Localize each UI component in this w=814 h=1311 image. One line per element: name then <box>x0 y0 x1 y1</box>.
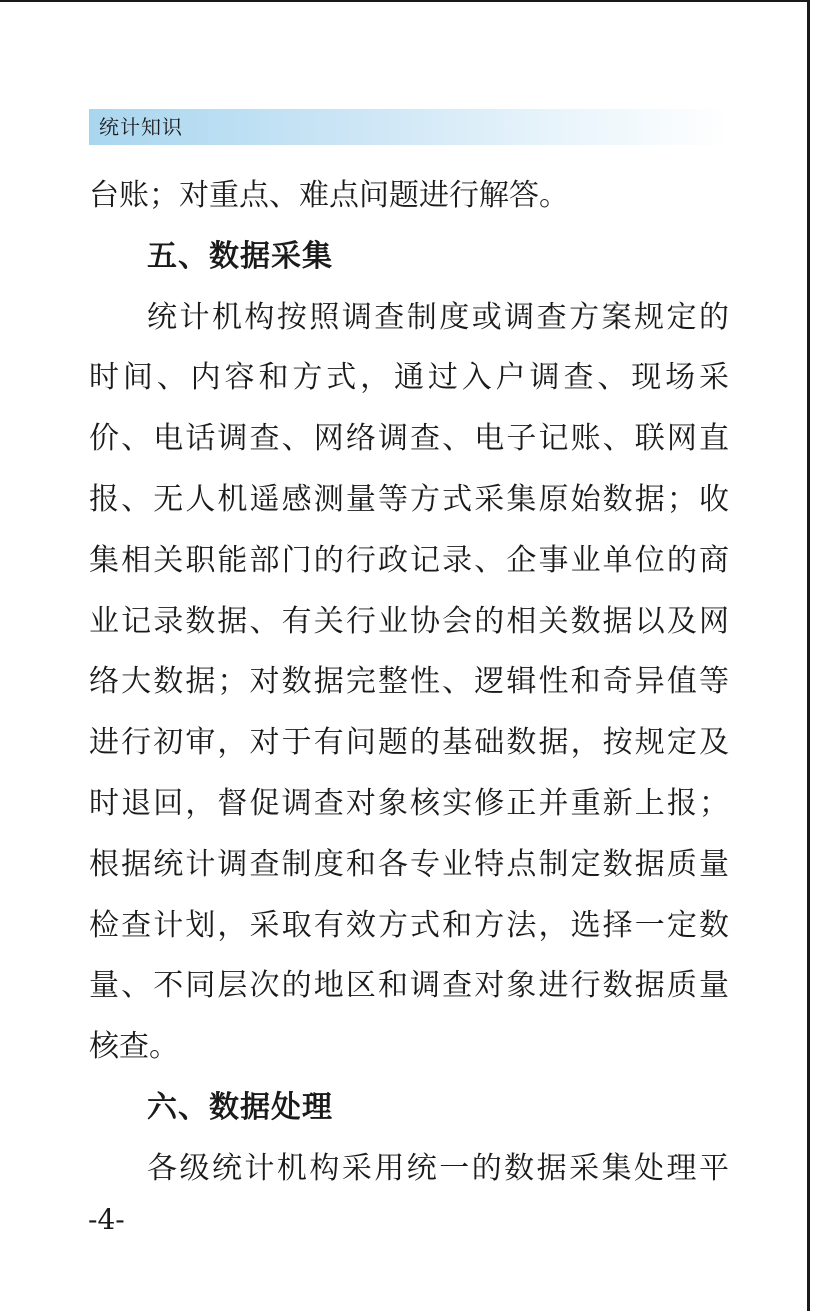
text-line-5: 价、电话调查、网络调查、电子记账、联网直 <box>89 421 729 457</box>
text-line-14: 量、不同层次的地区和调查对象进行数据质量 <box>89 968 729 1004</box>
section-header-band <box>89 109 729 145</box>
text-line-11: 时退回，督促调查对象核实修正并重新上报； <box>89 785 729 821</box>
text-line-12: 根据统计调查制度和各专业特点制定数据质量 <box>89 846 729 882</box>
section-heading-data-collection: 五、数据采集 <box>147 238 333 274</box>
text-line-15: 核查。 <box>89 1029 179 1065</box>
section-heading-data-processing: 六、数据处理 <box>147 1089 333 1125</box>
text-line-8: 业记录数据、有关行业协会的相关数据以及网 <box>89 603 729 639</box>
section-label: 统计知识 <box>99 115 183 139</box>
text-line-6: 报、无人机遥感测量等方式采集原始数据；收 <box>89 481 729 517</box>
text-line-7: 集相关职能部门的行政记录、企事业单位的商 <box>89 542 729 578</box>
text-line-9: 络大数据；对数据完整性、逻辑性和奇异值等 <box>89 664 729 700</box>
page-number: -4- <box>88 1203 125 1236</box>
text-line-4: 时间、内容和方式，通过入户调查、现场采 <box>89 360 729 396</box>
text-line-10: 进行初审，对于有问题的基础数据，按规定及 <box>89 725 729 761</box>
text-line-17: 各级统计机构采用统一的数据采集处理平 <box>147 1150 729 1186</box>
body-text <box>89 166 729 1200</box>
text-line-1: 台账；对重点、难点问题进行解答。 <box>89 178 569 213</box>
text-line-13: 检查计划，采取有效方式和方法，选择一定数 <box>89 907 729 943</box>
text-line-3: 统计机构按照调查制度或调查方案规定的 <box>147 299 729 335</box>
